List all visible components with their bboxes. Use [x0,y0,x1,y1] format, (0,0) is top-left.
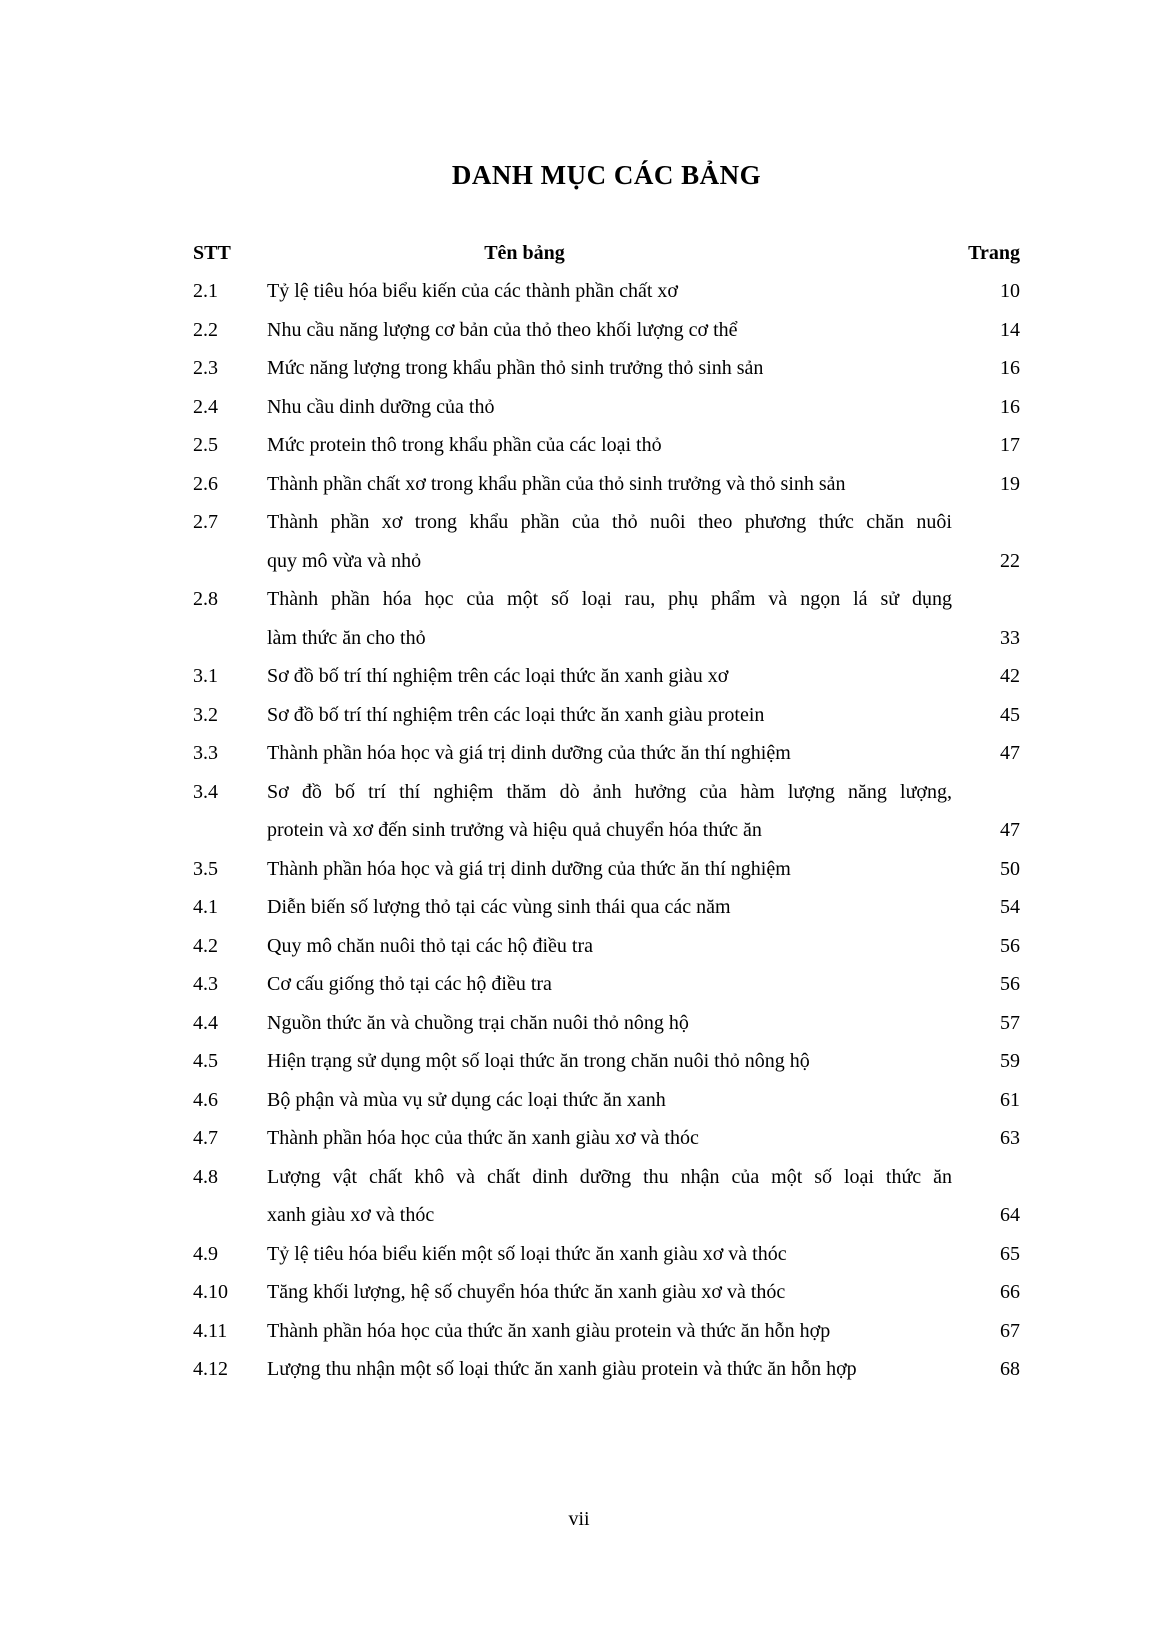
entry-page: 61 [1000,1088,1020,1111]
table-row [193,311,1020,350]
table-row [193,273,1020,312]
entry-title: Tăng khối lượng, hệ số chuyển hóa thức ăn xanh giàu xơ và thóc [267,1281,786,1304]
entry-page: 64 [1000,1204,1020,1227]
entry-page: 67 [1000,1319,1020,1342]
entry-page: 33 [1000,626,1020,649]
entry-page: 22 [1000,549,1020,572]
entry-title: Tỷ lệ tiêu hóa biểu kiến của các thành phần chất xơ [267,280,678,303]
entry-page: 57 [1000,1011,1020,1034]
entry-number: 4.2 [193,934,218,957]
header-page: Trang [968,241,1020,264]
entry-page: 16 [1000,357,1020,380]
table-row [193,735,1020,774]
table-row [193,696,1020,735]
entry-page: 17 [1000,434,1020,457]
entry-page: 65 [1000,1242,1020,1265]
entry-page: 59 [1000,1050,1020,1073]
entry-page: 68 [1000,1358,1020,1381]
table-row [193,350,1020,389]
table-row [193,1158,1020,1197]
entry-title: protein và xơ đến sinh trưởng và hiệu quả chuyển hóa thức ăn [267,819,762,842]
entry-title: quy mô vừa và nhỏ [267,549,422,572]
entry-number: 4.12 [193,1358,228,1381]
table-row [193,1197,1020,1236]
entry-page: 16 [1000,395,1020,418]
entry-page: 42 [1000,665,1020,688]
table-row [193,1235,1020,1274]
entry-number: 4.5 [193,1050,218,1073]
toc-rows [193,273,1020,1390]
entry-title: Tỷ lệ tiêu hóa biểu kiến một số loại thức ăn xanh giàu xơ và thóc [267,1242,787,1265]
table-row [193,465,1020,504]
table-row [193,658,1020,697]
entry-page: 47 [1000,819,1020,842]
entry-title: Bộ phận và mùa vụ sử dụng các loại thức ăn xanh [267,1088,666,1111]
entry-number: 4.1 [193,896,218,919]
entry-number: 3.1 [193,665,218,688]
entry-title: Quy mô chăn nuôi thỏ tại các hộ điều tra [267,934,594,957]
entry-number: 4.4 [193,1011,218,1034]
entry-number: 2.8 [193,588,218,611]
table-row [193,581,1020,620]
table-row [193,542,1020,581]
entry-title: Hiện trạng sử dụng một số loại thức ăn trong chăn nuôi thỏ nông hộ [267,1050,810,1073]
entry-page: 14 [1000,318,1020,341]
entry-page: 56 [1000,934,1020,957]
table-row [193,1004,1020,1043]
entry-title: Nguồn thức ăn và chuồng trại chăn nuôi thỏ nông hộ [267,1011,689,1034]
entry-number: 4.3 [193,973,218,996]
entry-number: 4.11 [193,1319,228,1342]
entry-title: Sơ đồ bố trí thí nghiệm thăm dò ảnh hưởng của hàm lượng năng lượng, [267,780,952,803]
table-row [193,773,1020,812]
entry-number: 3.3 [193,742,218,765]
entry-page: 66 [1000,1281,1020,1304]
entry-page: 47 [1000,742,1020,765]
entry-number: 4.6 [193,1088,218,1111]
table-row [193,1043,1020,1082]
table-row [193,889,1020,928]
entry-title: Sơ đồ bố trí thí nghiệm trên các loại thức ăn xanh giàu protein [267,703,765,726]
entry-title: Mức protein thô trong khẩu phần của các loại thỏ [267,434,662,457]
entry-title: Lượng thu nhận một số loại thức ăn xanh giàu protein và thức ăn hỗn hợp [267,1358,857,1381]
entry-page: 50 [1000,857,1020,880]
entry-title: Thành phần chất xơ trong khẩu phần của thỏ sinh trưởng và thỏ sinh sản [267,472,846,495]
entry-number: 4.9 [193,1242,218,1265]
entry-number: 2.5 [193,434,218,457]
entry-page: 54 [1000,896,1020,919]
toc-header-row [193,234,1020,273]
entry-title: Mức năng lượng trong khẩu phần thỏ sinh trưởng thỏ sinh sản [267,357,764,380]
entry-title: Thành phần hóa học của một số loại rau, phụ phẩm và ngọn lá sử dụng [267,588,952,611]
entry-number: 4.8 [193,1165,218,1188]
entry-number: 2.6 [193,472,218,495]
entry-title: làm thức ăn cho thỏ [267,626,426,649]
entry-title: Thành phần xơ trong khẩu phần của thỏ nuôi theo phương thức chăn nuôi [267,511,952,534]
entry-title: Thành phần hóa học và giá trị dinh dưỡng của thức ăn thí nghiệm [267,857,791,880]
entry-number: 2.1 [193,280,218,303]
entry-page: 63 [1000,1127,1020,1150]
table-row [193,619,1020,658]
table-row [193,504,1020,543]
entry-number: 3.2 [193,703,218,726]
entry-number: 4.7 [193,1127,218,1150]
entry-number: 2.2 [193,318,218,341]
entry-page: 45 [1000,703,1020,726]
table-row [193,812,1020,851]
entry-title: Lượng vật chất khô và chất dinh dưỡng thu nhận của một số loại thức ăn [267,1165,952,1188]
header-table-name: Tên bảng [484,241,565,264]
entry-number: 3.5 [193,857,218,880]
table-row [193,1351,1020,1390]
table-row [193,966,1020,1005]
table-row [193,1274,1020,1313]
entry-number: 3.4 [193,780,218,803]
entry-title: xanh giàu xơ và thóc [267,1204,435,1227]
entry-title: Cơ cấu giống thỏ tại các hộ điều tra [267,973,552,996]
table-row [193,388,1020,427]
entry-page: 10 [1000,280,1020,303]
entry-number: 2.7 [193,511,218,534]
table-row [193,1120,1020,1159]
table-row [193,1081,1020,1120]
entry-number: 2.3 [193,357,218,380]
table-row [193,927,1020,966]
entry-page: 19 [1000,472,1020,495]
table-of-tables [193,234,1020,1389]
entry-title: Thành phần hóa học và giá trị dinh dưỡng của thức ăn thí nghiệm [267,742,791,765]
entry-number: 2.4 [193,395,218,418]
table-row [193,1312,1020,1351]
table-row [193,427,1020,466]
page-number-footer: vii [568,1508,590,1530]
entry-title: Nhu cầu dinh dưỡng của thỏ [267,395,495,418]
entry-title: Thành phần hóa học của thức ăn xanh giàu protein và thức ăn hỗn hợp [267,1319,831,1342]
table-row [193,850,1020,889]
entry-title: Thành phần hóa học của thức ăn xanh giàu xơ và thóc [267,1127,699,1150]
entry-number: 4.10 [193,1281,228,1304]
entry-title: Nhu cầu năng lượng cơ bản của thỏ theo khối lượng cơ thể [267,318,738,341]
page-title: DANH MỤC CÁC BẢNG [451,160,762,190]
header-stt: STT [193,241,231,264]
entry-title: Diễn biến số lượng thỏ tại các vùng sinh thái qua các năm [267,896,731,919]
entry-title: Sơ đồ bố trí thí nghiệm trên các loại thức ăn xanh giàu xơ [267,665,729,688]
entry-page: 56 [1000,973,1020,996]
